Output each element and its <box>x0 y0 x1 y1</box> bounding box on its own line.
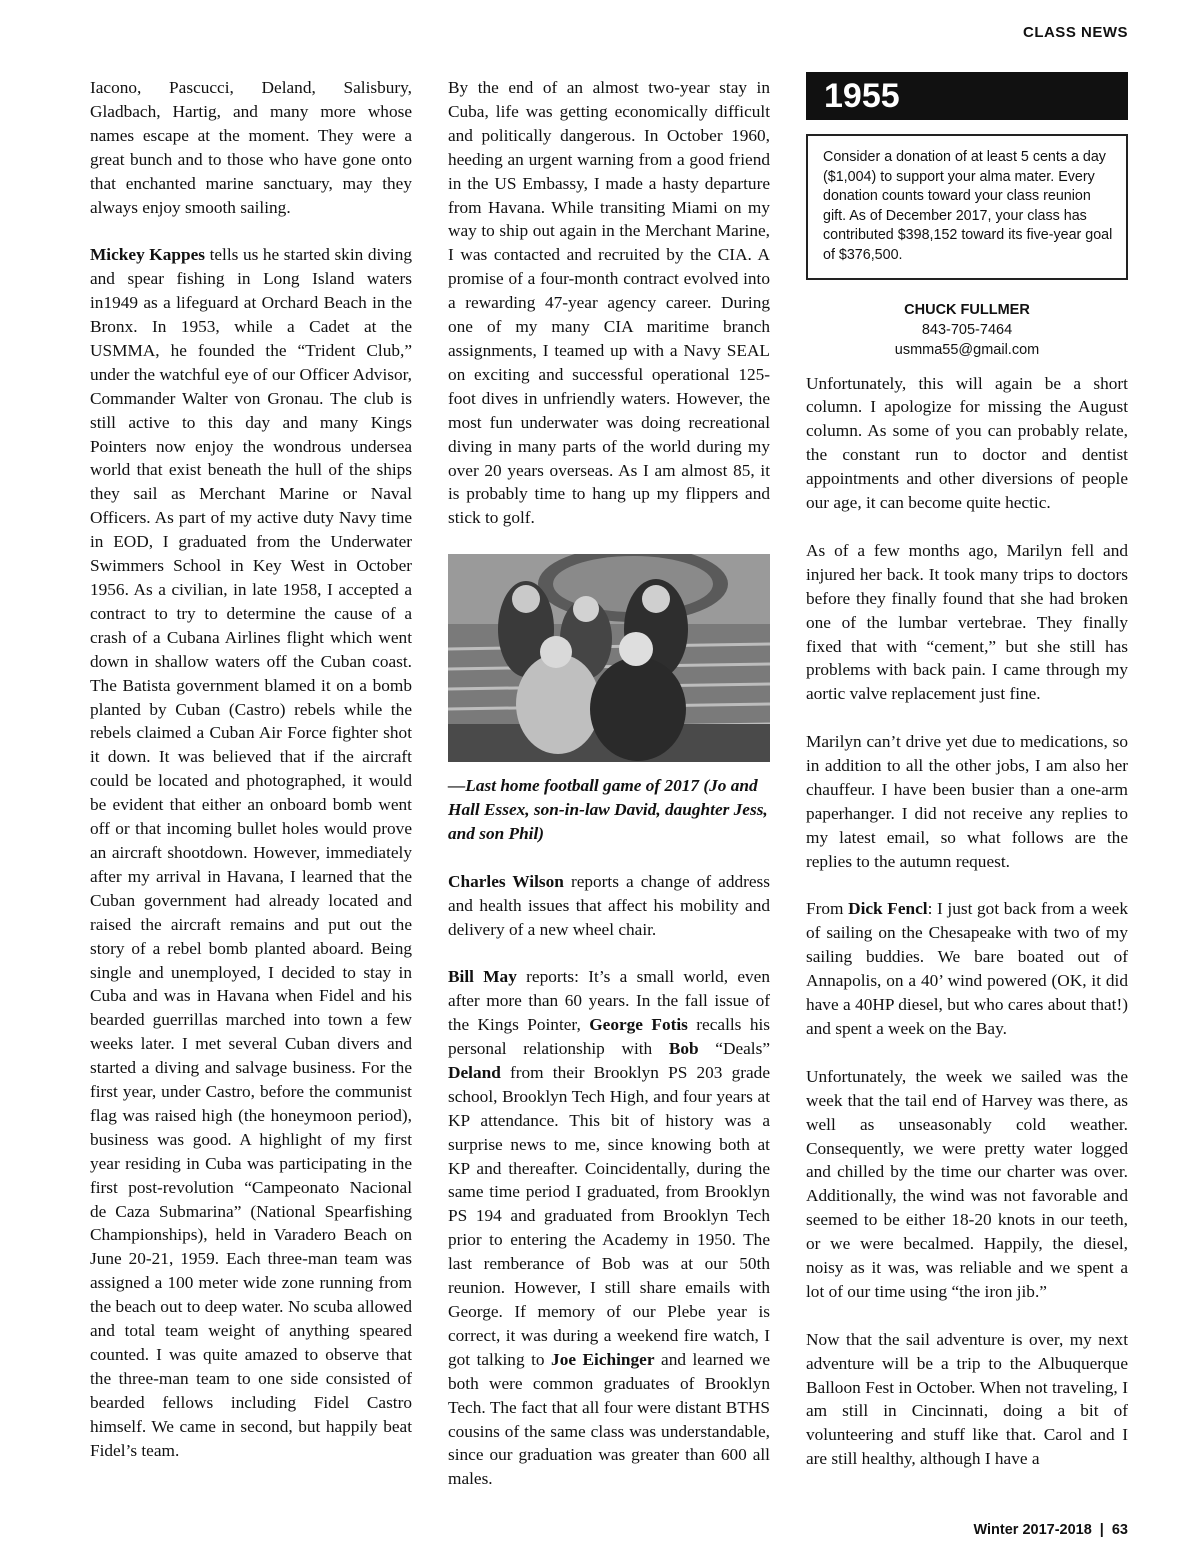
group-photo <box>448 554 770 762</box>
paragraph: By the end of an almost two-year stay in Cuba, life was getting economically difficult and politically dangerous. In October 1960, heeding an urgent warning from a good friend in the US Embassy, I made a hasty departure from Havana. While transiting Miami on my way to ship out again in the Merchant Marine, I was contacted and recruited by the CIA. A promise of a four-month contract evolved into a rewarding 47-year agency career. During one of my many CIA maritime branch assignments, I teamed up with a Navy SEAL on exciting and successful operational 125-foot dives in unfriendly waters. However, the most fun underwater was doing recreational diving in many parts of the world during my over 20 years overseas. As I am almost 85, it is probably time to hang up my flippers and stick to golf. <box>448 78 770 528</box>
paragraph <box>806 897 1128 1040</box>
page-number: 63 <box>1111 1522 1128 1538</box>
person-name: Bill May <box>448 967 517 987</box>
paragraph: As of a few months ago, Marilyn fell and injured her back. It took many trips to doctors before they finally found that she had broken one of the lumbar vertebrae. They finally fixed that with “cement,” but she still has problems with back pain. I came through my aortic valve replacement just fine. <box>806 540 1128 704</box>
donation-notice: Consider a donation of at least 5 cents a day ($1,004) to support your alma mater. Every donation counts toward your class reunion gift. As of December 2017, your class has contributed $398,152 toward its five-year goal of $376,500. <box>806 134 1128 280</box>
paragraph-text: and learned we both were common graduates of Brooklyn Tech. The fact that all four were distant BTHS cousins of the same class was understandable, since our graduation was greater than 600 all males. <box>448 1349 770 1489</box>
person-name: George Fotis <box>589 1015 688 1035</box>
paragraph-text: from their Brooklyn PS 203 grade school, Brooklyn Tech High, and four years at KP attendance. This bit of history was a surprise news to me, since knowing both at KP and thereafter. Coincidentally, during the same time period I graduated, from Brooklyn PS 194 and graduated from Brooklyn Tech prior to entering the Academy in 1950. The last remberance of Bob was at our 50th reunion. However, I still share emails with George. If memory of our Plebe year is correct, it was during a weekend fire watch, I got talking to <box>448 1062 770 1369</box>
issue-name: Winter 2017-2018 <box>973 1522 1092 1538</box>
class-year-banner: 1955 <box>806 72 1128 120</box>
paragraph-text: From <box>806 899 849 919</box>
paragraph-text: reports a change of address and health issues that affect his mobility and delivery of a new wheel chair. <box>448 871 771 939</box>
paragraph-text: : I just got back from a week of sailing on the Chesapeake with two of my sailing buddies. We bare boated out of Annapolis, on a 40’ wind powered (OK, it did have a 40HP diesel, but who cares about that!) and spent a week on the Bay. <box>806 899 1128 1038</box>
paragraph: Unfortunately, the week we sailed was the week that the tail end of Harvey was there, as well as unseasonably cold weather. Consequently, we were pretty water logged and chilled by the time our charter was over. Additionally, the wind was not favorable and seemed to be either 18-20 knots in our teeth, or we were becalmed. Happily, the diesel, noisy as it was, was reliable and we spent a lot of our time using “the iron jib.” <box>806 1066 1128 1301</box>
paragraph-text: reports: It’s a small world, even after more than 60 years. In the fall issue of the Kings Pointer, <box>448 967 770 1035</box>
paragraph: Now that the sail adventure is over, my next adventure will be a trip to the Albuquerque Balloon Fest in October. When not traveling, I am still in Cincinnati, doing a bit of volunteering and stuff like that. Carol and I are still healthy, although I have a <box>806 1329 1128 1469</box>
person-name: Joe Eichinger <box>551 1349 655 1369</box>
paragraph: Marilyn can’t drive yet due to medications, so in addition to all the other jobs, I am also her chauffeur. I have been busier than a one-arm paperhanger. I did not receive any replies to my latest email, so what follows are the replies to the autumn request. <box>806 732 1128 871</box>
photo-illustration <box>448 554 770 762</box>
contact-name: CHUCK FULLMER <box>904 301 1030 318</box>
person-name: Deland <box>448 1062 501 1082</box>
section-label: CLASS NEWS <box>1022 24 1128 41</box>
contact-email: usmma55@gmail.com <box>894 341 1040 358</box>
footer-separator: | <box>1099 1522 1104 1538</box>
paragraph <box>448 965 770 1491</box>
page-footer <box>973 1522 1128 1538</box>
person-name: Charles Wilson <box>448 871 564 891</box>
person-name: Mickey Kappes <box>90 245 205 265</box>
paragraph: Iacono, Pascucci, Deland, Salisbury, Gladbach, Hartig, and many more whose names escape at the moment. They were a great bunch and to those who have gone onto that enchanted marine sanctuary, may they always enjoy smooth sailing. <box>90 78 412 217</box>
paragraph-text: tells us he started skin diving and spear fishing in Long Island waters in1949 as a lifeguard at Orchard Beach in the Bronx. In 1953, while a Cadet at the USMMA, he founded the “Trident Club,” under the watchful eye of our Officer Advisor, Commander Walter von Gronau. The club is still active to this day and many Kings Pointers now enjoy the wondrous undersea world that exist beneath the hull of the ships they sail as Merchant Marine or Naval Officers. As part of my active duty Navy time in EOD, I graduated from the Underwater Swimmers School in Key West in October 1956. As a civilian, in late 1958, I accepted a contract to try to determine the cause of a crash of a Cubana Airlines flight which went down in shallow waters off the Cuban coast. The Batista government blamed it on a bomb planted by Cuban (Castro) rebels while the rebels claimed a Cuban Air Force fighter shot it down. It was believed that if the aircraft could be located and photographed, it would be evident that either an onboard bomb went off or that incoming bullet holes would prove an aircraft shootdown. However, immediately after my arrival in Havana, I learned that the Cuban government had already located and raised the aircraft remains and put out the story of a rebel bomb planted aboard. Being single and unemployed, I decided to stay in Cuba and was in Havana when Fidel and his bearded guerrillas marched into town a few weeks later. I met several Cuban divers and started a diving and salvage business. For the first year, under Castro, before the communist flag was raised high (the honeymoon period), business was good. A highlight of my first year residing in Cuba was participating in the first post-revolution “Campeonato Nacional de Caza Submarina” (National Spearfishing Championships), held in Varadero Beach on June 20-21, 1959. Each three-man team was assigned a 100 meter wide zone running from the beach out to deep water. No scuba allowed and total team weight of anything speared counted. I was quite amazed to observe that the three-man team to one side consisted of bearded fellows including Fidel Castro himself. We came in second, but happily beat Fidel’s team. <box>90 245 413 1460</box>
photo-caption: —Last home football game of 2017 (Jo and Hall Essex, son-in-law David, daughter Jess, and son Phil) <box>448 776 768 843</box>
paragraph <box>90 243 412 1462</box>
person-name: Bob <box>668 1039 699 1059</box>
column-2 <box>448 76 770 1491</box>
contact-phone: 843-705-7464 <box>921 321 1013 338</box>
class-contact <box>806 300 1128 360</box>
column-1 <box>90 76 412 1463</box>
paragraph <box>448 870 770 942</box>
paragraph: Unfortunately, this will again be a short column. I apologize for missing the August column. As some of you can probably relate, the constant run to doctor and dentist appointments and other diversions of people our age, it can become quite hectic. <box>806 373 1128 513</box>
paragraph-text: recalls his personal relationship with <box>448 1015 770 1059</box>
column-3 <box>806 72 1128 1471</box>
person-name: Dick Fencl <box>848 899 928 919</box>
paragraph-text: “Deals” <box>698 1039 770 1059</box>
